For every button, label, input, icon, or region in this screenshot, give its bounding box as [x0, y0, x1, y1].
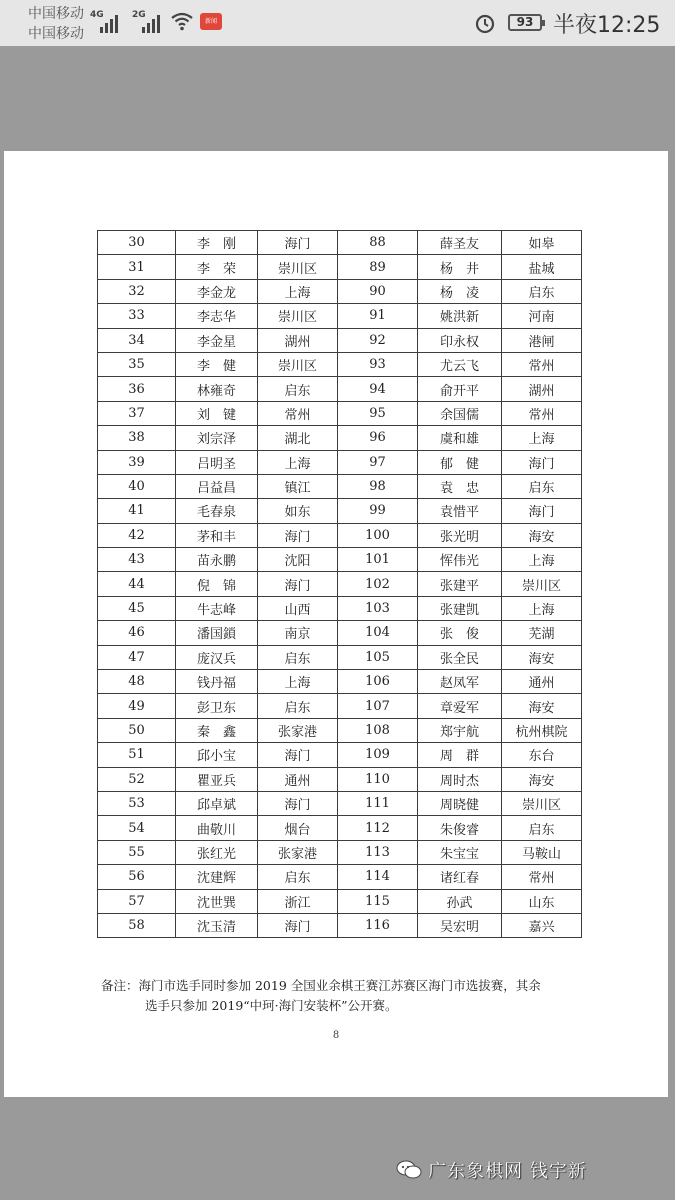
seq-right-cell: 97: [338, 450, 418, 474]
table-row: [98, 450, 582, 474]
name-right-cell: 朱俊睿: [418, 816, 502, 840]
seq-right-cell: 96: [338, 426, 418, 450]
table-row: [98, 352, 582, 376]
name-left-cell: 李 荣: [176, 255, 258, 279]
table-row: [98, 499, 582, 523]
region-left-cell: 启东: [258, 645, 338, 669]
name-left-cell: 刘宗泽: [176, 426, 258, 450]
region-right-cell: 常州: [502, 352, 582, 376]
table-row: [98, 279, 582, 303]
seq-right-cell: 99: [338, 499, 418, 523]
table-row: [98, 401, 582, 425]
region-right-cell: 海安: [502, 645, 582, 669]
region-right-cell: 海门: [502, 450, 582, 474]
seq-right-cell: 89: [338, 255, 418, 279]
region-right-cell: 河南: [502, 304, 582, 328]
name-right-cell: 杨 凌: [418, 279, 502, 303]
region-right-cell: 崇川区: [502, 791, 582, 815]
table-row: [98, 596, 582, 620]
seq-right-cell: 116: [338, 913, 418, 937]
region-left-cell: 湖北: [258, 426, 338, 450]
region-left-cell: 启东: [258, 377, 338, 401]
region-left-cell: 南京: [258, 621, 338, 645]
name-left-cell: 曲敬川: [176, 816, 258, 840]
name-left-cell: 李金龙: [176, 279, 258, 303]
seq-left-cell: 47: [98, 645, 176, 669]
seq-right-cell: 91: [338, 304, 418, 328]
name-left-cell: 秦 鑫: [176, 718, 258, 742]
seq-right-cell: 112: [338, 816, 418, 840]
wechat-icon: [396, 1159, 422, 1181]
seq-left-cell: 39: [98, 450, 176, 474]
name-left-cell: 沈玉清: [176, 913, 258, 937]
watermark: [396, 1156, 587, 1184]
name-right-cell: 朱宝宝: [418, 840, 502, 864]
seq-right-cell: 102: [338, 572, 418, 596]
footnote-line-2: 选手只参加 2019“中珂·海门安装杯”公开赛。: [145, 998, 398, 1013]
seq-right-cell: 114: [338, 865, 418, 889]
name-left-cell: 吕明圣: [176, 450, 258, 474]
watermark-text: 广东象棋网 钱宇新: [428, 1161, 587, 1182]
name-right-cell: 袁 忠: [418, 474, 502, 498]
region-right-cell: 通州: [502, 670, 582, 694]
region-right-cell: 上海: [502, 548, 582, 572]
name-right-cell: 俞开平: [418, 377, 502, 401]
region-right-cell: 嘉兴: [502, 913, 582, 937]
signal-strength-1-icon: [100, 11, 120, 33]
seq-left-cell: 33: [98, 304, 176, 328]
table-row: [98, 840, 582, 864]
table-row: [98, 231, 582, 255]
seq-left-cell: 48: [98, 670, 176, 694]
name-left-cell: 沈建辉: [176, 865, 258, 889]
region-right-cell: 启东: [502, 474, 582, 498]
clock-time: 半夜12:25: [553, 13, 661, 38]
region-right-cell: 启东: [502, 279, 582, 303]
seq-left-cell: 56: [98, 865, 176, 889]
seq-left-cell: 30: [98, 231, 176, 255]
region-left-cell: 崇川区: [258, 352, 338, 376]
name-left-cell: 吕益昌: [176, 474, 258, 498]
table-row: [98, 816, 582, 840]
name-left-cell: 苗永鹏: [176, 548, 258, 572]
table-row: [98, 328, 582, 352]
region-left-cell: 常州: [258, 401, 338, 425]
battery-indicator: 93: [508, 14, 542, 31]
name-left-cell: 彭卫东: [176, 694, 258, 718]
table-row: [98, 304, 582, 328]
seq-left-cell: 43: [98, 548, 176, 572]
name-right-cell: 姚洪新: [418, 304, 502, 328]
seq-left-cell: 34: [98, 328, 176, 352]
player-roster-table: [97, 230, 582, 938]
table-row: [98, 694, 582, 718]
region-right-cell: 盐城: [502, 255, 582, 279]
name-left-cell: 沈世巽: [176, 889, 258, 913]
name-right-cell: 张全民: [418, 645, 502, 669]
table-row: [98, 426, 582, 450]
seq-right-cell: 109: [338, 743, 418, 767]
name-left-cell: 牛志峰: [176, 596, 258, 620]
seq-right-cell: 105: [338, 645, 418, 669]
table-row: [98, 255, 582, 279]
region-left-cell: 沈阳: [258, 548, 338, 572]
region-right-cell: 海安: [502, 694, 582, 718]
region-right-cell: 湖州: [502, 377, 582, 401]
name-right-cell: 赵凤军: [418, 670, 502, 694]
seq-right-cell: 108: [338, 718, 418, 742]
name-right-cell: 印永权: [418, 328, 502, 352]
seq-left-cell: 35: [98, 352, 176, 376]
region-left-cell: 海门: [258, 523, 338, 547]
table-row: [98, 743, 582, 767]
region-left-cell: 烟台: [258, 816, 338, 840]
name-left-cell: 毛春泉: [176, 499, 258, 523]
seq-left-cell: 44: [98, 572, 176, 596]
name-right-cell: 周时杰: [418, 767, 502, 791]
region-left-cell: 启东: [258, 694, 338, 718]
name-right-cell: 袁惜平: [418, 499, 502, 523]
footnote-line-1: 备注：海门市选手同时参加 2019 全国业余棋王赛江苏赛区海门市选拔赛，其余: [101, 978, 541, 993]
seq-right-cell: 101: [338, 548, 418, 572]
seq-left-cell: 52: [98, 767, 176, 791]
seq-right-cell: 106: [338, 670, 418, 694]
region-right-cell: 上海: [502, 426, 582, 450]
name-right-cell: 张建凯: [418, 596, 502, 620]
name-right-cell: 薛圣友: [418, 231, 502, 255]
name-right-cell: 张光明: [418, 523, 502, 547]
region-right-cell: 杭州棋院: [502, 718, 582, 742]
name-left-cell: 刘 键: [176, 401, 258, 425]
seq-left-cell: 55: [98, 840, 176, 864]
region-left-cell: 崇川区: [258, 304, 338, 328]
region-right-cell: 如皋: [502, 231, 582, 255]
region-left-cell: 海门: [258, 913, 338, 937]
alarm-clock-icon: [474, 12, 496, 34]
region-right-cell: 芜湖: [502, 621, 582, 645]
region-left-cell: 浙江: [258, 889, 338, 913]
wifi-icon: [170, 11, 194, 31]
name-left-cell: 李 健: [176, 352, 258, 376]
seq-left-cell: 57: [98, 889, 176, 913]
table-row: [98, 791, 582, 815]
seq-left-cell: 51: [98, 743, 176, 767]
name-left-cell: 林雍奇: [176, 377, 258, 401]
table-row: [98, 572, 582, 596]
seq-left-cell: 58: [98, 913, 176, 937]
seq-right-cell: 110: [338, 767, 418, 791]
name-left-cell: 倪 锦: [176, 572, 258, 596]
seq-right-cell: 88: [338, 231, 418, 255]
table-row: [98, 548, 582, 572]
page-number: 8: [332, 1030, 340, 1041]
region-left-cell: 崇川区: [258, 255, 338, 279]
footnote-remark: [101, 976, 581, 1016]
seq-left-cell: 32: [98, 279, 176, 303]
region-right-cell: 东台: [502, 743, 582, 767]
region-left-cell: 启东: [258, 865, 338, 889]
table-row: [98, 523, 582, 547]
seq-left-cell: 45: [98, 596, 176, 620]
name-right-cell: 杨 井: [418, 255, 502, 279]
seq-left-cell: 41: [98, 499, 176, 523]
region-right-cell: 港闸: [502, 328, 582, 352]
region-right-cell: 海安: [502, 767, 582, 791]
signal-strength-2-icon: [142, 11, 162, 33]
name-right-cell: 张建平: [418, 572, 502, 596]
table-row: [98, 474, 582, 498]
region-left-cell: 通州: [258, 767, 338, 791]
table-row: [98, 913, 582, 937]
seq-right-cell: 115: [338, 889, 418, 913]
table-row: [98, 889, 582, 913]
table-row: [98, 621, 582, 645]
name-right-cell: 张 俊: [418, 621, 502, 645]
region-left-cell: 张家港: [258, 718, 338, 742]
name-left-cell: 李志华: [176, 304, 258, 328]
seq-left-cell: 54: [98, 816, 176, 840]
name-right-cell: 余国儒: [418, 401, 502, 425]
seq-right-cell: 100: [338, 523, 418, 547]
seq-left-cell: 42: [98, 523, 176, 547]
seq-right-cell: 95: [338, 401, 418, 425]
network-type-1: 4G: [90, 10, 104, 20]
region-left-cell: 海门: [258, 743, 338, 767]
network-type-2: 2G: [132, 10, 146, 20]
seq-left-cell: 36: [98, 377, 176, 401]
name-right-cell: 郑宇航: [418, 718, 502, 742]
seq-right-cell: 93: [338, 352, 418, 376]
name-right-cell: 虞和雄: [418, 426, 502, 450]
name-left-cell: 李金星: [176, 328, 258, 352]
carrier-1-label: 中国移动: [28, 6, 84, 22]
region-right-cell: 海门: [502, 499, 582, 523]
seq-right-cell: 107: [338, 694, 418, 718]
seq-right-cell: 94: [338, 377, 418, 401]
name-right-cell: 周晓健: [418, 791, 502, 815]
region-left-cell: 山西: [258, 596, 338, 620]
region-left-cell: 湖州: [258, 328, 338, 352]
table-row: [98, 377, 582, 401]
seq-right-cell: 92: [338, 328, 418, 352]
name-left-cell: 邱小宝: [176, 743, 258, 767]
region-left-cell: 海门: [258, 231, 338, 255]
name-right-cell: 吴宏明: [418, 913, 502, 937]
table-row: [98, 670, 582, 694]
document-page: [4, 151, 668, 1097]
name-left-cell: 庞汉兵: [176, 645, 258, 669]
news-app-notification-icon: 新闻: [200, 13, 222, 30]
name-right-cell: 孙武: [418, 889, 502, 913]
region-right-cell: 启东: [502, 816, 582, 840]
name-right-cell: 尤云飞: [418, 352, 502, 376]
region-right-cell: 常州: [502, 401, 582, 425]
name-left-cell: 邱卓斌: [176, 791, 258, 815]
seq-left-cell: 50: [98, 718, 176, 742]
region-right-cell: 海安: [502, 523, 582, 547]
seq-right-cell: 103: [338, 596, 418, 620]
region-right-cell: 马鞍山: [502, 840, 582, 864]
name-left-cell: 张红光: [176, 840, 258, 864]
region-right-cell: 崇川区: [502, 572, 582, 596]
name-right-cell: 周 群: [418, 743, 502, 767]
roster-table-body: [98, 231, 582, 938]
seq-left-cell: 49: [98, 694, 176, 718]
table-row: [98, 767, 582, 791]
region-right-cell: 常州: [502, 865, 582, 889]
table-row: [98, 865, 582, 889]
name-right-cell: 恽伟光: [418, 548, 502, 572]
name-left-cell: 瞿亚兵: [176, 767, 258, 791]
region-left-cell: 张家港: [258, 840, 338, 864]
seq-left-cell: 37: [98, 401, 176, 425]
region-left-cell: 上海: [258, 279, 338, 303]
region-left-cell: 镇江: [258, 474, 338, 498]
status-bar: [0, 0, 675, 46]
region-left-cell: 上海: [258, 450, 338, 474]
name-left-cell: 茅和丰: [176, 523, 258, 547]
seq-right-cell: 90: [338, 279, 418, 303]
region-right-cell: 山东: [502, 889, 582, 913]
table-row: [98, 718, 582, 742]
table-row: [98, 645, 582, 669]
seq-left-cell: 40: [98, 474, 176, 498]
region-left-cell: 如东: [258, 499, 338, 523]
seq-right-cell: 113: [338, 840, 418, 864]
seq-left-cell: 53: [98, 791, 176, 815]
name-left-cell: 李 刚: [176, 231, 258, 255]
region-left-cell: 上海: [258, 670, 338, 694]
region-right-cell: 上海: [502, 596, 582, 620]
name-right-cell: 诸红春: [418, 865, 502, 889]
seq-right-cell: 104: [338, 621, 418, 645]
name-right-cell: 郁 健: [418, 450, 502, 474]
name-left-cell: 潘国鎖: [176, 621, 258, 645]
region-left-cell: 海门: [258, 572, 338, 596]
seq-left-cell: 38: [98, 426, 176, 450]
name-right-cell: 章爱军: [418, 694, 502, 718]
carrier-2-label: 中国移动: [28, 26, 84, 42]
seq-left-cell: 31: [98, 255, 176, 279]
seq-right-cell: 98: [338, 474, 418, 498]
seq-left-cell: 46: [98, 621, 176, 645]
name-left-cell: 钱丹福: [176, 670, 258, 694]
seq-right-cell: 111: [338, 791, 418, 815]
region-left-cell: 海门: [258, 791, 338, 815]
